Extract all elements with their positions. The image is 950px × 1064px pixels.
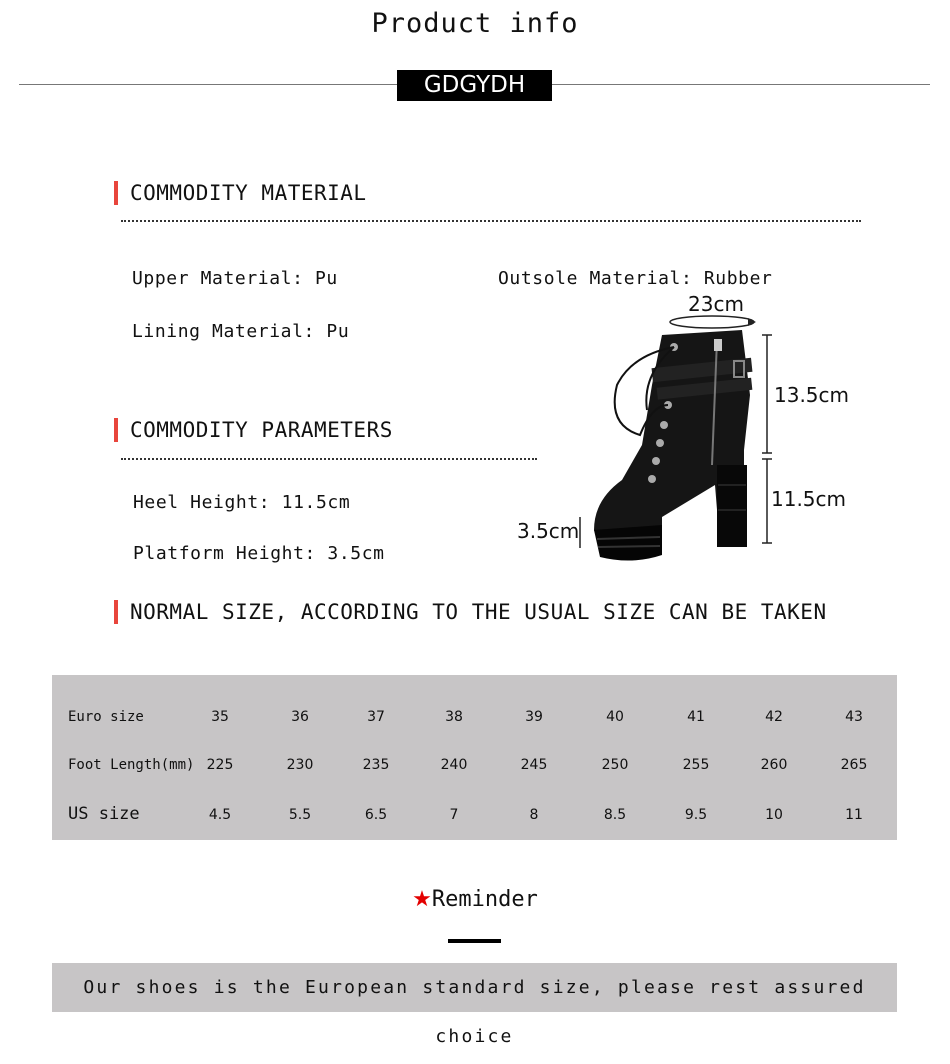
table-cell: 36 bbox=[291, 709, 309, 725]
table-cell: 37 bbox=[367, 709, 385, 725]
size-table bbox=[52, 675, 897, 840]
outsole-material: Outsole Material: Rubber bbox=[498, 268, 773, 289]
upper-material: Upper Material: Pu bbox=[132, 268, 338, 289]
boot-heel-label: 11.5cm bbox=[771, 487, 847, 511]
reminder-underline bbox=[448, 939, 501, 943]
star-icon: ★ bbox=[412, 887, 432, 912]
table-cell: 6.5 bbox=[364, 807, 388, 823]
size-note-heading: NORMAL SIZE, ACCORDING TO THE USUAL SIZE CAN BE TAKEN bbox=[114, 600, 827, 624]
reminder-title: Reminder bbox=[431, 887, 538, 912]
table-cell: 39 bbox=[525, 709, 543, 725]
table-cell: 240 bbox=[440, 757, 468, 773]
size-notice: Our shoes is the European standard size, please rest assured choice bbox=[52, 963, 897, 1012]
table-cell: 4.5 bbox=[208, 807, 232, 823]
table-cell: 43 bbox=[845, 709, 863, 725]
table-cell: 10 bbox=[765, 807, 783, 823]
table-cell: 8 bbox=[529, 807, 539, 823]
table-cell: 230 bbox=[286, 757, 314, 773]
boot-shaft-label: 13.5cm bbox=[774, 383, 850, 407]
row-label: Euro size bbox=[68, 709, 144, 725]
platform-height: Platform Height: 3.5cm bbox=[133, 543, 385, 564]
row-label: US size bbox=[68, 804, 140, 824]
parameters-divider bbox=[121, 458, 537, 460]
table-cell: 225 bbox=[206, 757, 234, 773]
table-cell: 260 bbox=[760, 757, 788, 773]
boot-circumference-label: 23cm bbox=[688, 292, 744, 316]
table-cell: 265 bbox=[840, 757, 868, 773]
table-cell: 41 bbox=[687, 709, 705, 725]
brand-badge: GDGYDH bbox=[397, 70, 552, 101]
row-label: Foot Length(mm) bbox=[68, 757, 195, 773]
table-cell: 35 bbox=[211, 709, 229, 725]
table-cell: 5.5 bbox=[288, 807, 312, 823]
table-row bbox=[52, 697, 897, 737]
table-cell: 235 bbox=[362, 757, 390, 773]
material-divider bbox=[121, 220, 861, 222]
table-cell: 255 bbox=[682, 757, 710, 773]
table-cell: 40 bbox=[606, 709, 624, 725]
table-cell: 38 bbox=[445, 709, 463, 725]
table-row bbox=[52, 745, 897, 785]
parameters-heading: COMMODITY PARAMETERS bbox=[114, 418, 393, 442]
material-heading: COMMODITY MATERIAL bbox=[114, 181, 367, 205]
boot-platform-label: 3.5cm bbox=[517, 519, 580, 543]
table-cell: 8.5 bbox=[603, 807, 627, 823]
lining-material: Lining Material: Pu bbox=[132, 321, 350, 342]
table-cell: 245 bbox=[520, 757, 548, 773]
table-cell: 11 bbox=[845, 807, 863, 823]
table-cell: 42 bbox=[765, 709, 783, 725]
table-cell: 250 bbox=[601, 757, 629, 773]
page-title: Product info bbox=[371, 8, 579, 39]
heel-height: Heel Height: 11.5cm bbox=[133, 492, 351, 513]
table-cell: 7 bbox=[449, 807, 459, 823]
boot-diagram bbox=[512, 285, 852, 575]
table-row bbox=[52, 795, 897, 835]
reminder-heading bbox=[0, 887, 950, 912]
table-cell: 9.5 bbox=[684, 807, 708, 823]
